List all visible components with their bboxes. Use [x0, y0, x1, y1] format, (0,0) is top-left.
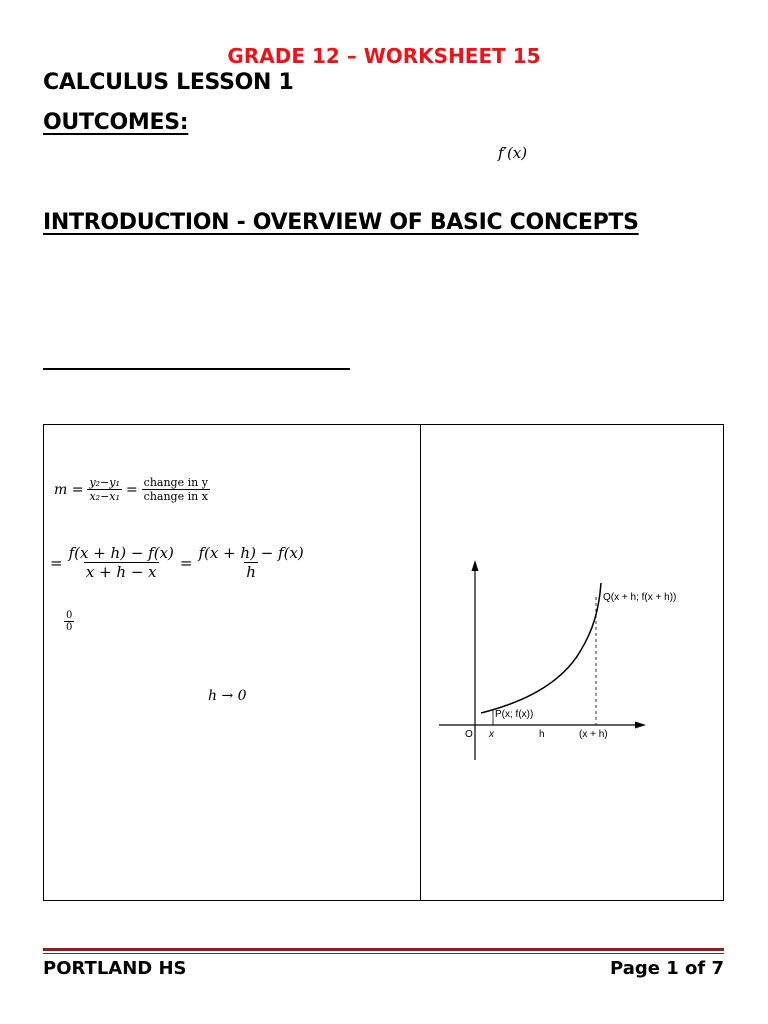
difference-denominator-2: h	[246, 563, 256, 581]
difference-numerator-2: f(x + h) − f(x)	[198, 544, 304, 562]
x-plus-h-label: (x + h)	[579, 729, 608, 740]
difference-numerator-1: f(x + h) − f(x)	[68, 544, 174, 562]
change-denominator: change in x	[143, 490, 208, 503]
gradient-formula	[54, 476, 210, 503]
gradient-y-over-x	[87, 476, 121, 503]
introduction-heading: INTRODUCTION - OVERVIEW OF BASIC CONCEPTS	[43, 210, 639, 235]
blank-answer-line	[43, 368, 350, 370]
y-axis-arrow	[472, 560, 479, 571]
x-label: x	[489, 729, 494, 740]
curve	[481, 583, 601, 713]
difference-fraction-2	[196, 544, 305, 581]
difference-equals-1: =	[50, 553, 63, 572]
h-label: h	[539, 729, 545, 740]
x-axis-arrow	[635, 722, 646, 729]
zero-denominator: 0	[66, 622, 73, 633]
zero-over-zero	[64, 610, 74, 633]
lesson-title: CALCULUS LESSON 1	[43, 70, 294, 95]
point-q-label: Q(x + h; f(x + h))	[603, 592, 677, 603]
worksheet-title: GRADE 12 – WORKSHEET 15	[227, 44, 541, 68]
change-fraction	[142, 476, 210, 503]
zero-fraction	[64, 610, 74, 633]
origin-label: O	[465, 729, 473, 740]
page-number: Page 1 of 7	[610, 958, 724, 979]
difference-equals-2: =	[179, 553, 193, 572]
difference-quotient	[50, 544, 306, 581]
difference-denominator-1: x + h − x	[85, 563, 157, 581]
secant-graph	[421, 425, 723, 900]
change-numerator: change in y	[143, 476, 208, 489]
footer-rule-thin	[43, 953, 724, 954]
zero-numerator: 0	[66, 610, 73, 621]
difference-fraction-1	[67, 544, 176, 581]
gradient-denominator: x₂−x₁	[89, 490, 120, 503]
school-name: PORTLAND HS	[43, 958, 187, 979]
derivative-notation: f′(x)	[498, 144, 528, 162]
gradient-numerator: y₂−y₁	[89, 476, 120, 489]
gradient-equals: =	[125, 481, 138, 498]
footer-rule-thick	[43, 948, 724, 951]
outcomes-heading: OUTCOMES:	[43, 110, 189, 135]
limit-expression: h → 0	[208, 688, 247, 704]
gradient-m-lhs: m =	[54, 481, 84, 498]
point-p-label: P(x; f(x))	[495, 709, 534, 720]
